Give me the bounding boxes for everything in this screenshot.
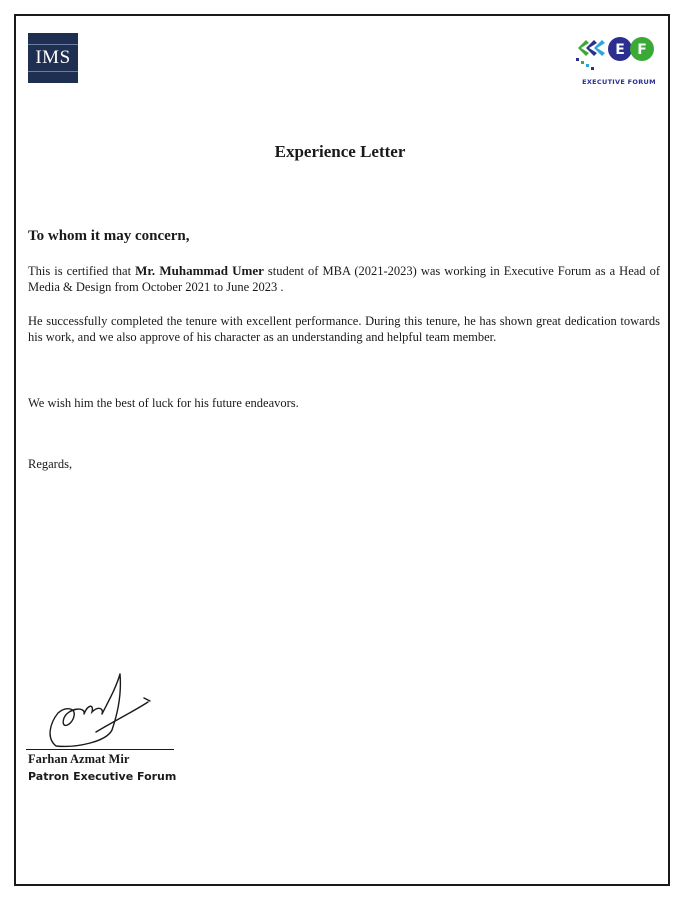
signature-line: [26, 749, 174, 750]
svg-text:F: F: [637, 42, 647, 58]
employee-name: Mr. Muhammad Umer: [135, 263, 264, 278]
certification-paragraph: [28, 263, 660, 295]
p1-intro: This is certified that: [28, 264, 136, 278]
wishes-paragraph: We wish him the best of luck for his future endeavors.: [28, 396, 299, 410]
salutation: To whom it may concern,: [28, 228, 190, 244]
performance-paragraph: He successfully completed the tenure with excellent performance. During this tenure, he has shown great dedication towards his work, and we also approve of his character as an understanding and helpful team member.: [28, 314, 660, 344]
signatory-title: Patron Executive Forum: [28, 770, 177, 783]
ims-logo-text: IMS: [28, 44, 78, 72]
signatory-name: Farhan Azmat Mir: [28, 752, 130, 766]
ef-chevrons: [576, 40, 605, 70]
letter-title: Experience Letter: [274, 142, 406, 161]
p1-details: student of MBA (2021-2023) was working in Executive Forum as a Head of Media & Design from October 2021 to June 2023 .: [28, 264, 660, 294]
svg-text:E: E: [615, 42, 625, 58]
ims-logo: [28, 33, 78, 83]
handwritten-signature: [36, 668, 156, 750]
executive-forum-logo-label: EXECUTIVE FORUM: [582, 78, 656, 86]
closing-regards: Regards,: [28, 457, 73, 471]
